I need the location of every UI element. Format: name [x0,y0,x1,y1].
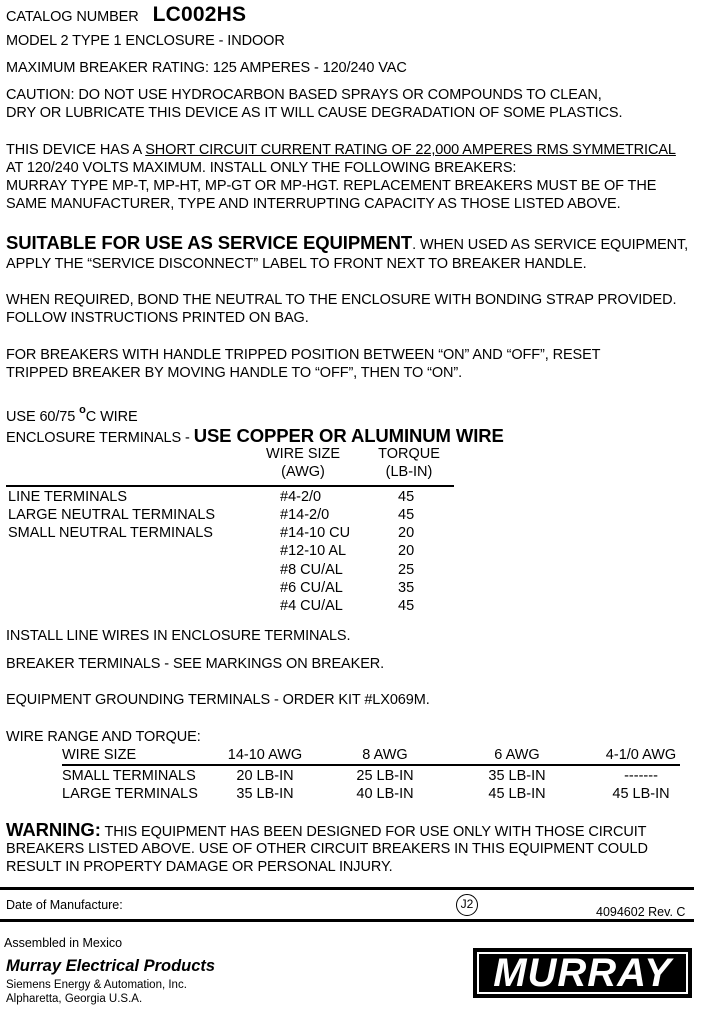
catalog-number: LC002HS [152,3,247,26]
table-row-torque: 45 [398,598,415,614]
table-row-torque: 35 [398,580,415,596]
part-number: 4094602 Rev. C [596,905,686,919]
enclosure-terminals-emphasis: USE COPPER OR ALUMINUM WIRE [193,425,504,446]
sccr-line-3: MURRAY TYPE MP-T, MP-HT, MP-GT OR MP-HGT. REPLACEMENT BREAKERS MUST BE OF THE [6,178,657,194]
warning-text-1: THIS EQUIPMENT HAS BEEN DESIGNED FOR USE ONLY WITH THOSE CIRCUIT [100,824,647,840]
max-rating-line: MAXIMUM BREAKER RATING: 125 AMPERES - 120/240 VAC [6,60,407,76]
wire-range-cell: 25 LB-IN [356,768,414,784]
enclosure-terminals-label: ENCLOSURE TERMINALS - [6,430,194,446]
wire-range-cell: 35 LB-IN [488,768,546,784]
col-wire-awg: (AWG) [281,464,325,480]
table-row-torque: 45 [398,489,415,505]
table-row-wire: #6 CU/AL [280,580,343,596]
company-location: Alpharetta, Georgia U.S.A. [6,993,143,1005]
table-row-torque: 20 [398,543,415,559]
j2-mark: J2 [456,894,478,916]
note-line-wires: INSTALL LINE WIRES IN ENCLOSURE TERMINALS. [6,628,351,644]
murray-logo [473,948,692,998]
service-rest: . WHEN USED AS SERVICE EQUIPMENT, [412,237,689,253]
catalog-line [6,4,246,28]
wire-range-cell: SMALL TERMINALS [62,768,196,784]
warning-line-3: RESULT IN PROPERTY DAMAGE OR PERSONAL INJURY. [6,859,393,875]
wire-range-cell: 45 LB-IN [488,786,546,802]
wire-range-cell: 20 LB-IN [236,768,294,784]
wire-range-cell: LARGE TERMINALS [62,786,198,802]
col-torque-unit: (LB-IN) [385,464,433,480]
wire-range-header: 14-10 AWG [227,747,303,763]
warning-line-2: BREAKERS LISTED ABOVE. USE OF OTHER CIRCUIT BREAKERS IN THIS EQUIPMENT COULD [6,841,648,857]
wire-range-cell: ------- [624,768,658,784]
terminal-table-rule [6,485,454,487]
footer-rule-top [0,887,694,890]
murray-logo-frame [477,952,688,994]
caution-line-1: CAUTION: DO NOT USE HYDROCARBON BASED SPRAYS OR COMPOUNDS TO CLEAN, [6,87,602,103]
company-name: Siemens Energy & Automation, Inc. [6,979,187,991]
service-line-1 [6,233,688,255]
table-row-wire: #4-2/0 [280,489,322,505]
murray-logo-text: MURRAY [493,951,672,995]
wire-range-cell: 40 LB-IN [356,786,414,802]
wire-use-prefix: USE 60/75 [6,408,80,425]
enclosure-terminals-line [6,426,504,448]
sccr-line-2: AT 120/240 VOLTS MAXIMUM. INSTALL ONLY THE FOLLOWING BREAKERS: [6,160,517,176]
wire-range-rule [62,764,680,766]
table-row-wire: #14-10 CU [280,525,351,541]
table-row-torque: 25 [398,562,415,578]
wire-range-header: 8 AWG [362,747,408,763]
note-line-breaker: BREAKER TERMINALS - SEE MARKINGS ON BREAKER. [6,656,385,672]
sccr-prefix: THIS DEVICE HAS A [6,142,146,158]
wire-range-cell: 35 LB-IN [236,786,294,802]
table-row-wire: #12-10 AL [280,543,347,559]
col-torque: TORQUE [378,446,440,462]
warning-label: WARNING: [6,819,101,840]
wire-range-title: WIRE RANGE AND TORQUE: [6,729,201,745]
warning-line-1 [6,820,646,842]
table-row-wire: #8 CU/AL [280,562,343,578]
wire-range-header: 4-1/0 AWG [605,747,677,763]
bond-line-2: FOLLOW INSTRUCTIONS PRINTED ON BAG. [6,310,309,326]
sccr-line-4: SAME MANUFACTURER, TYPE AND INTERRUPTING CAPACITY AS THOSE LISTED ABOVE. [6,196,621,212]
wire-range-header: 6 AWG [494,747,540,763]
tripped-line-1: FOR BREAKERS WITH HANDLE TRIPPED POSITION BETWEEN “ON” AND “OFF”, RESET [6,347,601,363]
wire-use-suffix: C WIRE [85,408,138,425]
table-row-wire: #14-2/0 [280,507,330,523]
date-of-manufacture-label: Date of Manufacture: [6,898,123,912]
col-wire-size: WIRE SIZE [265,446,341,462]
service-heading: SUITABLE FOR USE AS SERVICE EQUIPMENT [6,232,413,253]
note-line-grounding: EQUIPMENT GROUNDING TERMINALS - ORDER KIT #LX069M. [6,692,430,708]
wire-range-header: WIRE SIZE [62,747,137,763]
degree-symbol: o [79,404,86,416]
catalog-label: CATALOG NUMBER [6,9,139,25]
table-row-name: SMALL NEUTRAL TERMINALS [8,525,213,541]
service-line-2: APPLY THE “SERVICE DISCONNECT” LABEL TO FRONT NEXT TO BREAKER HANDLE. [6,256,587,272]
model-line: MODEL 2 TYPE 1 ENCLOSURE - INDOOR [6,33,285,49]
assembled-in: Assembled in Mexico [4,936,123,950]
table-row-name: LARGE NEUTRAL TERMINALS [8,507,216,523]
sccr-rating: SHORT CIRCUIT CURRENT RATING OF 22,000 AMPERES RMS SYMMETRICAL [145,142,676,158]
caution-line-2: DRY OR LUBRICATE THIS DEVICE AS IT WILL CAUSE DEGRADATION OF SOME PLASTICS. [6,105,623,121]
footer-rule-bottom [0,919,694,922]
table-row-wire: #4 CU/AL [280,598,343,614]
wire-use-line [6,404,138,426]
wire-range-cell: 45 LB-IN [612,786,670,802]
sccr-line-1 [6,142,676,159]
table-row-name: LINE TERMINALS [8,489,127,505]
brand-name: Murray Electrical Products [6,957,216,975]
table-row-torque: 20 [398,525,415,541]
bond-line-1: WHEN REQUIRED, BOND THE NEUTRAL TO THE ENCLOSURE WITH BONDING STRAP PROVIDED. [6,292,677,308]
tripped-line-2: TRIPPED BREAKER BY MOVING HANDLE TO “OFF”, THEN TO “ON”. [6,365,463,381]
table-row-torque: 45 [398,507,415,523]
